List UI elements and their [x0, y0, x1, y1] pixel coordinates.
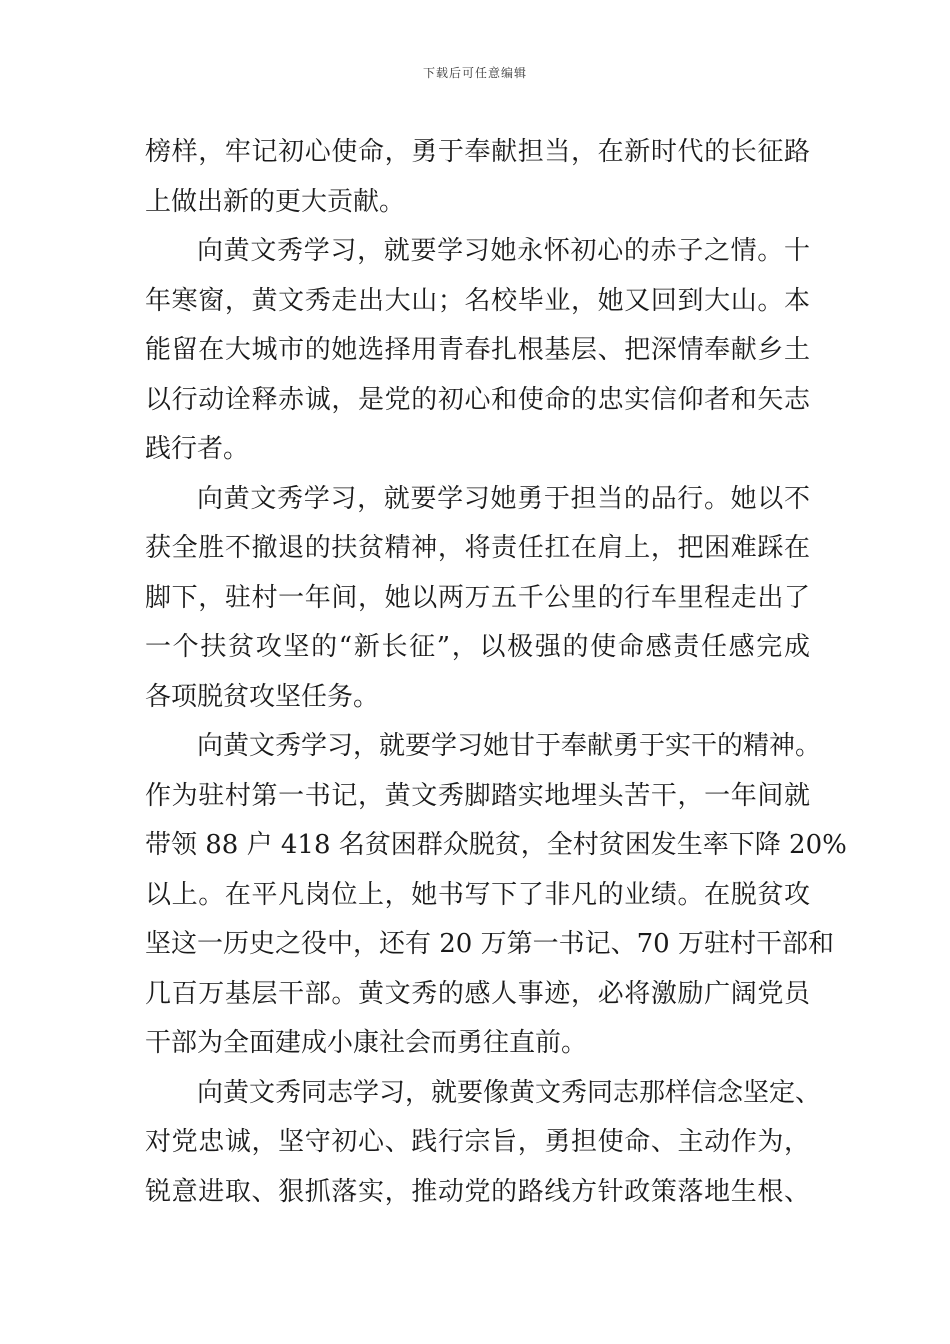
text-line: 一个扶贫攻坚的“新长征”，以极强的使命感责任感完成 — [145, 632, 810, 662]
text-line: 以行动诠释赤诚，是党的初心和使命的忠实信仰者和矢志 — [145, 384, 810, 415]
text-line: 作为驻村第一书记，黄文秀脚踏实地埋头苦干，一年间就 — [145, 780, 810, 811]
text-line: 向黄文秀学习，就要学习她永怀初心的赤子之情。十 — [197, 236, 810, 266]
text-line: 上做出新的更大贡献。 — [145, 186, 406, 217]
text-line: 脚下，驻村一年间，她以两万五千公里的行车里程走出了 — [145, 582, 810, 613]
page-header-note: 下载后可任意编辑 — [422, 66, 527, 80]
text-line: 以上。在平凡岗位上，她书写下了非凡的业绩。在脱贫攻 — [145, 879, 810, 910]
text-line: 践行者。 — [145, 434, 250, 464]
text-line: 向黄文秀同志学习，就要像黄文秀同志那样信念坚定、 — [197, 1077, 822, 1108]
text-line: 干部为全面建成小康社会而勇往直前。 — [145, 1028, 588, 1058]
text-line: 能留在大城市的她选择用青春扎根基层、把深情奉献乡土 — [145, 335, 810, 365]
text-line: 带领 88 户 418 名贫困群众脱贫，全村贫困发生率下降 20% — [145, 830, 847, 860]
text-line: 年寒窗，黄文秀走出大山；名校毕业，她又回到大山。本 — [145, 285, 810, 316]
text-line: 对党忠诚，坚守初心、践行宗旨，勇担使命、主动作为， — [145, 1127, 810, 1157]
text-line: 榜样，牢记初心使命，勇于奉献担当，在新时代的长征路 — [145, 137, 810, 167]
body-text — [145, 128, 847, 1217]
text-line: 锐意进取、狠抓落实，推动党的路线方针政策落地生根、 — [145, 1176, 810, 1207]
text-line: 向黄文秀学习，就要学习她勇于担当的品行。她以不 — [197, 483, 810, 514]
text-line: 几百万基层干部。黄文秀的感人事迹，必将激励广阔党员 — [145, 978, 810, 1009]
text-line: 获全胜不撤退的扶贫精神，将责任扛在肩上，把困难踩在 — [145, 533, 810, 563]
text-line: 向黄文秀学习，就要学习她甘于奉献勇于实干的精神。 — [197, 731, 822, 761]
text-line: 各项脱贫攻坚任务。 — [145, 681, 380, 712]
text-line: 坚这一历史之役中，还有 20 万第一书记、70 万驻村干部和 — [145, 929, 834, 959]
